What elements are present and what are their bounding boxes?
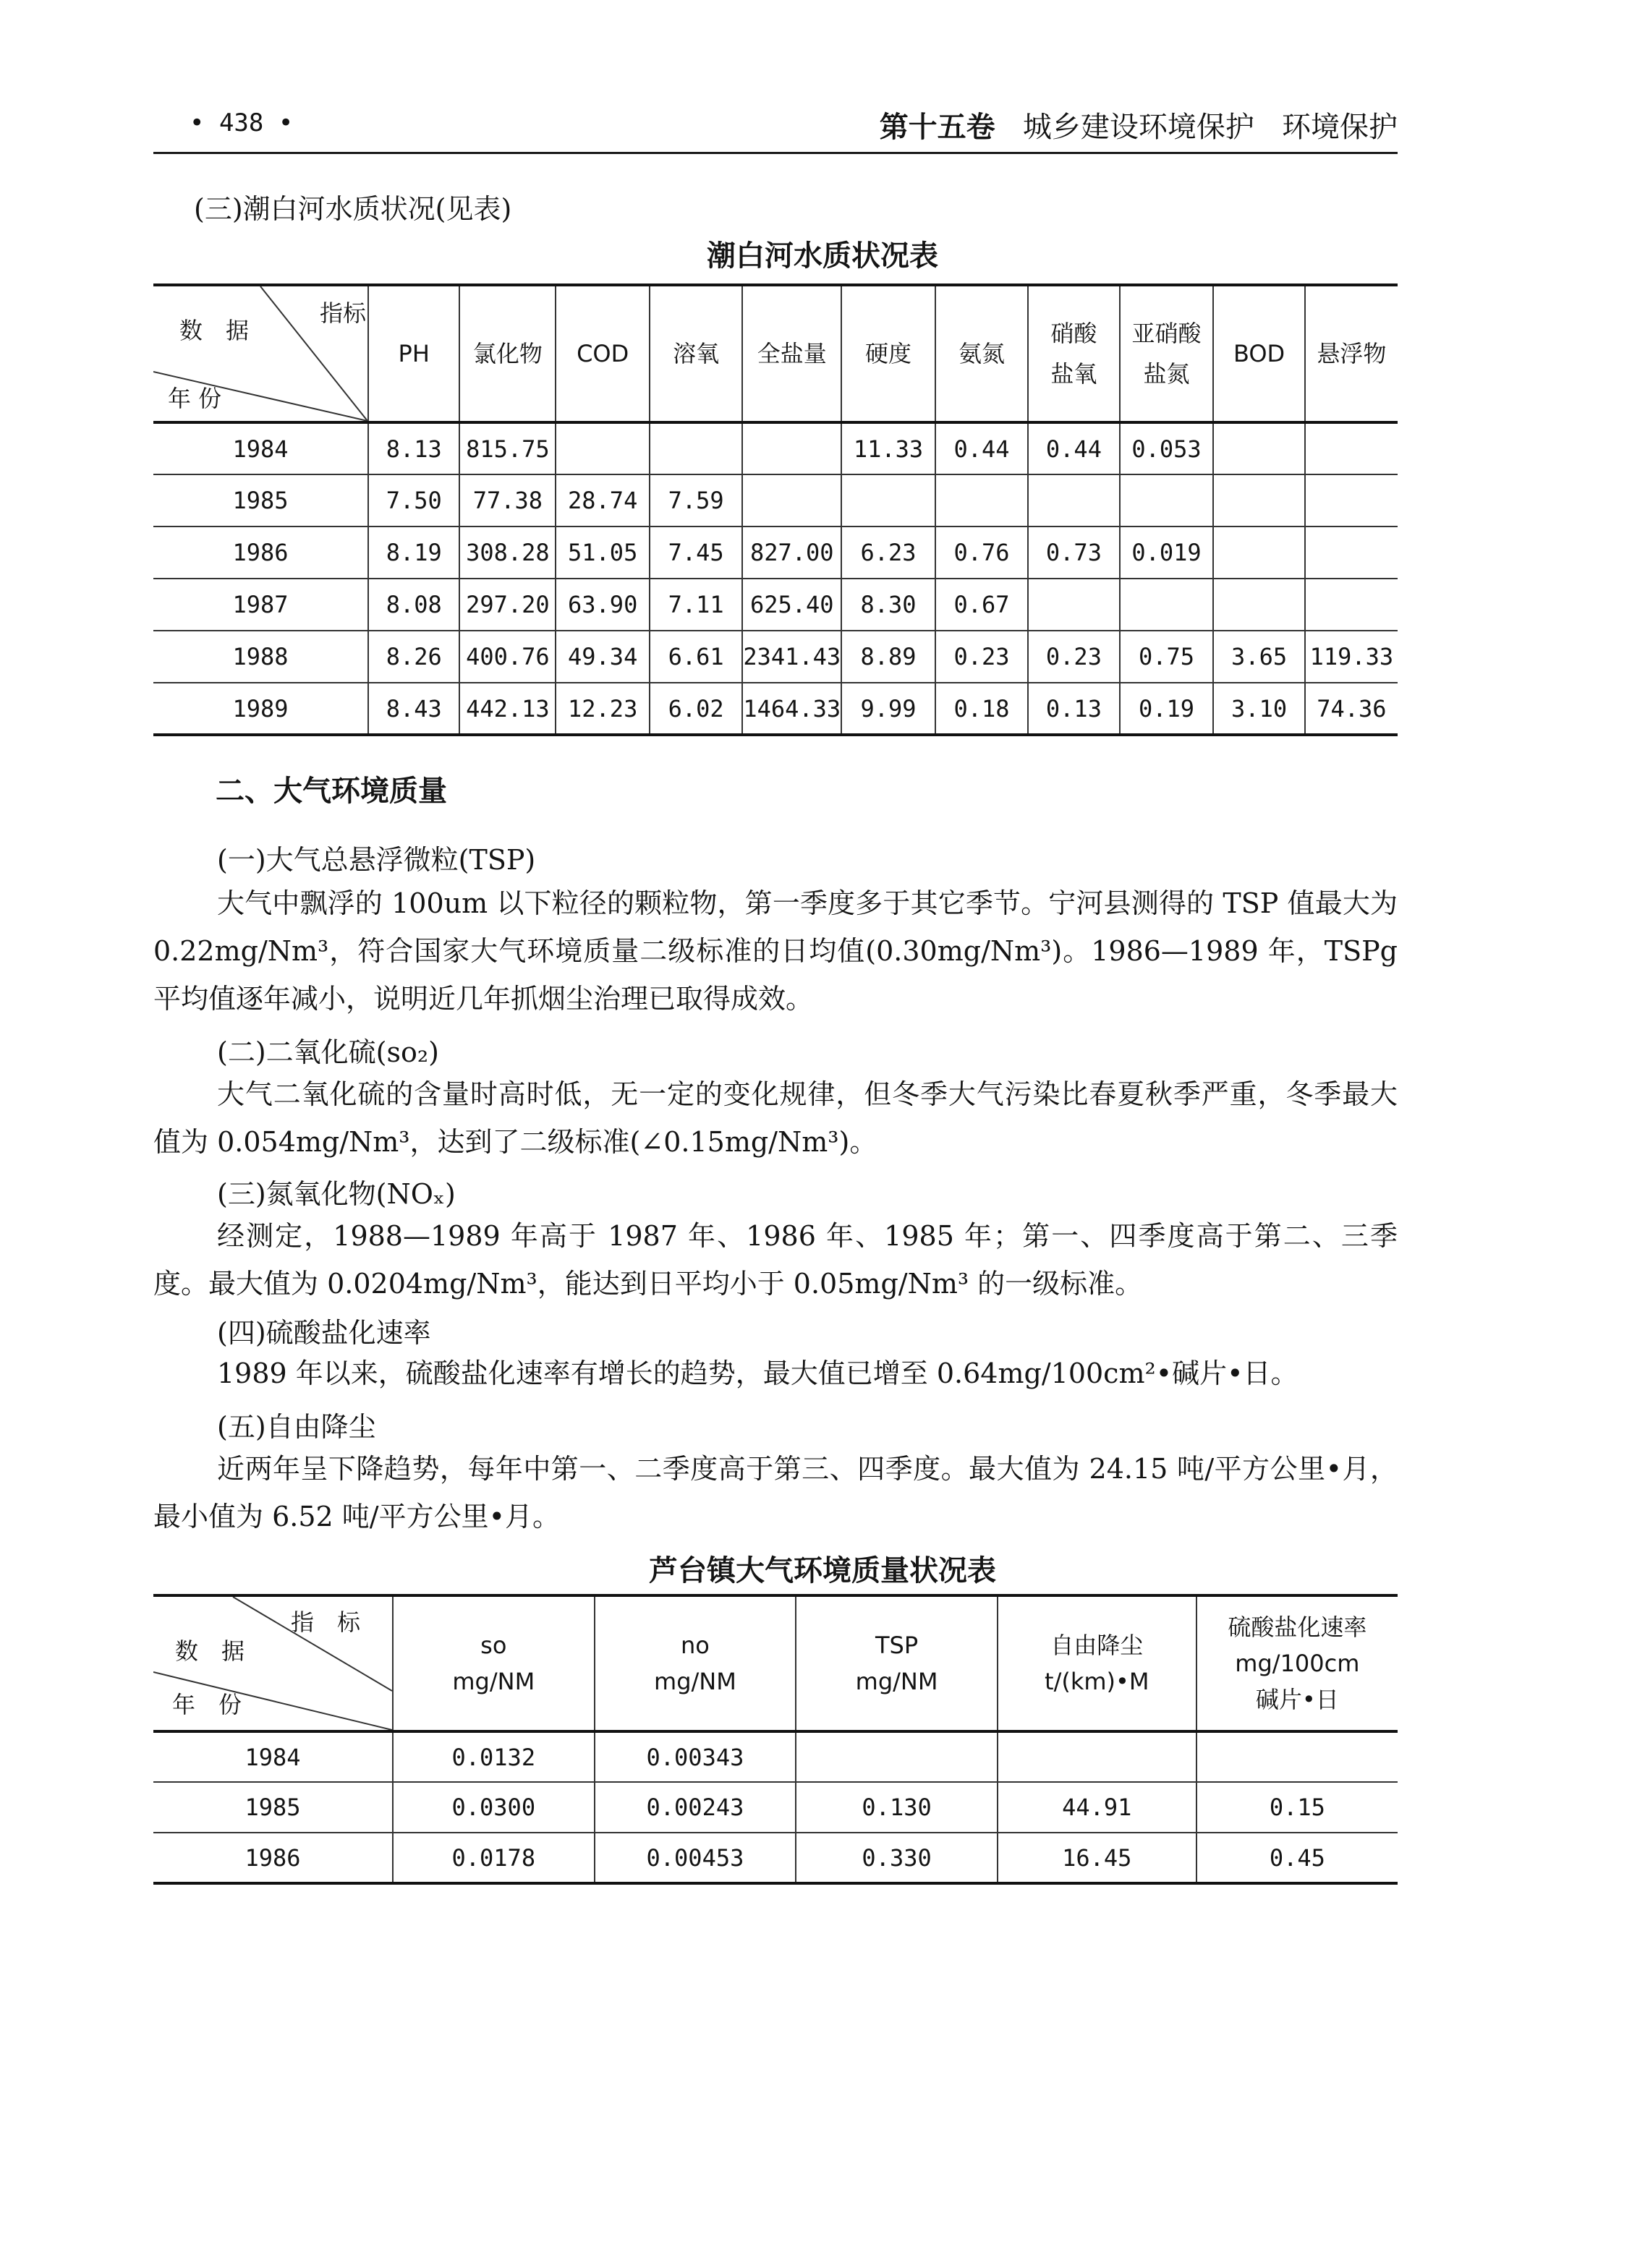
- water-value-cell: 815.75: [459, 422, 556, 474]
- air-table-header-row: [153, 1595, 1398, 1731]
- water-table-row: [153, 631, 1398, 683]
- water-value-cell: 9.99: [841, 683, 935, 735]
- air-year-cell: 1984: [153, 1731, 393, 1782]
- water-value-cell: [1213, 474, 1304, 526]
- page-number: • 438 •: [190, 108, 294, 137]
- nox-paragraph: 经测定，1988—1989 年高于 1987 年、1986 年、1985 年；第一、四季度高于第二、三季度。最大值为 0.0204mg/Nm³，能达到日平均小于 0.05mg/Nm³ 的一级标准。: [153, 1220, 1398, 1300]
- water-value-cell: 0.18: [935, 683, 1028, 735]
- water-value-cell: 0.053: [1120, 422, 1214, 474]
- air-value-cell: [998, 1731, 1196, 1782]
- water-value-cell: 0.75: [1120, 631, 1214, 683]
- so2-paragraph: 大气二氧化硫的含量时高时低，无一定的变化规律，但冬季大气污染比春夏秋季严重，冬季最大值为 0.054mg/Nm³，达到了二级标准(∠0.15mg/Nm³)。: [153, 1078, 1398, 1158]
- water-value-cell: 0.44: [1028, 422, 1119, 474]
- water-column-header: COD: [556, 285, 650, 422]
- water-value-cell: 8.30: [841, 579, 935, 631]
- water-value-cell: 6.61: [650, 631, 742, 683]
- corner-label-data: 数 据: [179, 317, 250, 344]
- nox-subheading: (三)氮氧化物(NOₓ): [217, 1178, 456, 1210]
- air-section-heading: 二、大气环境质量: [216, 775, 447, 808]
- water-value-cell: [1213, 422, 1304, 474]
- water-value-cell: 7.50: [368, 474, 459, 526]
- air-value-cell: 0.00243: [595, 1782, 796, 1833]
- water-column-header: PH: [368, 285, 459, 422]
- water-quality-table: [153, 284, 1398, 736]
- water-value-cell: 6.02: [650, 683, 742, 735]
- water-value-cell: [650, 422, 742, 474]
- air-column-header: so mg/NM: [393, 1595, 595, 1731]
- water-table-row: [153, 422, 1398, 474]
- water-value-cell: 0.76: [935, 526, 1028, 579]
- water-value-cell: [1213, 579, 1304, 631]
- water-value-cell: [1120, 579, 1214, 631]
- air-value-cell: 0.45: [1196, 1833, 1398, 1883]
- water-year-cell: 1986: [153, 526, 368, 579]
- sulfation-paragraph: 1989 年以来，硫酸盐化速率有增长的趋势，最大值已增至 0.64mg/100cm²•碱片•日。: [217, 1357, 1298, 1389]
- water-year-cell: 1987: [153, 579, 368, 631]
- air-corner-label-indicator: 指 标: [291, 1608, 361, 1636]
- water-table-title: 潮白河水质状况表: [707, 239, 938, 273]
- water-value-cell: 8.19: [368, 526, 459, 579]
- water-value-cell: 0.23: [1028, 631, 1119, 683]
- subsection-label: 环境保护: [1282, 111, 1398, 144]
- air-table-row: [153, 1782, 1398, 1833]
- page-header: [153, 101, 1398, 154]
- water-column-header: 硝酸 盐氧: [1028, 285, 1119, 422]
- water-value-cell: 308.28: [459, 526, 556, 579]
- water-table-header-row: [153, 285, 1398, 422]
- water-column-header: 氨氮: [935, 285, 1028, 422]
- water-intro: (三)潮白河水质状况(见表): [194, 193, 512, 225]
- air-value-cell: 0.0178: [393, 1833, 595, 1883]
- water-value-cell: 0.44: [935, 422, 1028, 474]
- air-value-cell: 0.0132: [393, 1731, 595, 1782]
- water-value-cell: 28.74: [556, 474, 650, 526]
- water-value-cell: 119.33: [1305, 631, 1398, 683]
- air-value-cell: 16.45: [998, 1833, 1196, 1883]
- air-value-cell: 0.00343: [595, 1731, 796, 1782]
- water-value-cell: [1305, 474, 1398, 526]
- air-column-header: no mg/NM: [595, 1595, 796, 1731]
- water-value-cell: 8.08: [368, 579, 459, 631]
- water-value-cell: 51.05: [556, 526, 650, 579]
- water-value-cell: [1213, 526, 1304, 579]
- water-value-cell: 12.23: [556, 683, 650, 735]
- water-value-cell: 77.38: [459, 474, 556, 526]
- water-value-cell: [1305, 526, 1398, 579]
- water-column-header: 氯化物: [459, 285, 556, 422]
- water-value-cell: [1120, 474, 1214, 526]
- water-value-cell: [1028, 474, 1119, 526]
- water-year-cell: 1989: [153, 683, 368, 735]
- corner-label-indicator: 指标: [320, 299, 367, 327]
- water-column-header: 硬度: [841, 285, 935, 422]
- water-value-cell: 1464.33: [742, 683, 841, 735]
- air-value-cell: 0.330: [796, 1833, 998, 1883]
- water-value-cell: 8.13: [368, 422, 459, 474]
- air-column-header: 硫酸盐化速率 mg/100cm 碱片•日: [1196, 1595, 1398, 1731]
- water-value-cell: 49.34: [556, 631, 650, 683]
- air-value-cell: 0.00453: [595, 1833, 796, 1883]
- air-value-cell: 44.91: [998, 1782, 1196, 1833]
- water-value-cell: 827.00: [742, 526, 841, 579]
- air-value-cell: 0.15: [1196, 1782, 1398, 1833]
- so2-subheading: (二)二氧化硫(so₂): [217, 1036, 439, 1068]
- water-value-cell: 0.73: [1028, 526, 1119, 579]
- water-value-cell: [841, 474, 935, 526]
- water-value-cell: 8.26: [368, 631, 459, 683]
- corner-label-year: 年 份: [168, 385, 222, 412]
- air-table-row: [153, 1731, 1398, 1782]
- water-value-cell: 0.67: [935, 579, 1028, 631]
- air-corner-cell: [153, 1595, 393, 1731]
- volume-label: 第十五卷: [879, 111, 995, 144]
- air-quality-table: [153, 1594, 1398, 1885]
- air-value-cell: [1196, 1731, 1398, 1782]
- water-value-cell: 7.11: [650, 579, 742, 631]
- water-value-cell: [1305, 579, 1398, 631]
- dustfall-subheading: (五)自由降尘: [217, 1411, 376, 1443]
- section-label: 城乡建设环境保护: [1022, 111, 1254, 144]
- air-table-row: [153, 1833, 1398, 1883]
- water-value-cell: 0.13: [1028, 683, 1119, 735]
- water-value-cell: 11.33: [841, 422, 935, 474]
- water-column-header: 全盐量: [742, 285, 841, 422]
- air-column-header: TSP mg/NM: [796, 1595, 998, 1731]
- tsp-subheading: (一)大气总悬浮微粒(TSP): [217, 844, 536, 876]
- water-table-row: [153, 526, 1398, 579]
- water-value-cell: 7.45: [650, 526, 742, 579]
- water-value-cell: 442.13: [459, 683, 556, 735]
- air-year-cell: 1986: [153, 1833, 393, 1883]
- air-table-title: 芦台镇大气环境质量状况表: [649, 1554, 996, 1587]
- water-column-header: BOD: [1213, 285, 1304, 422]
- air-corner-label-data: 数 据: [175, 1637, 245, 1665]
- water-value-cell: 8.43: [368, 683, 459, 735]
- water-table-row: [153, 683, 1398, 735]
- water-value-cell: [935, 474, 1028, 526]
- air-value-cell: [796, 1731, 998, 1782]
- tsp-paragraph: 大气中飘浮的 100um 以下粒径的颗粒物，第一季度多于其它季节。宁河县测得的 TSP 值最大为 0.22mg/Nm³，符合国家大气环境质量二级标准的日均值(0.30mg/Nm³)。1986—1989 年，TSPg 平均值逐年减小，说明近几年抓烟尘治理已取得成效。: [153, 887, 1398, 1015]
- water-value-cell: 297.20: [459, 579, 556, 631]
- water-value-cell: 7.59: [650, 474, 742, 526]
- running-title: [880, 104, 1398, 145]
- water-table-row: [153, 474, 1398, 526]
- water-table-row: [153, 579, 1398, 631]
- water-value-cell: 3.10: [1213, 683, 1304, 735]
- water-value-cell: 625.40: [742, 579, 841, 631]
- sulfation-subheading: (四)硫酸盐化速率: [217, 1317, 431, 1349]
- water-value-cell: 8.89: [841, 631, 935, 683]
- dustfall-paragraph: 近两年呈下降趋势，每年中第一、二季度高于第三、四季度。最大值为 24.15 吨/平方公里•月，最小值为 6.52 吨/平方公里•月。: [153, 1453, 1398, 1532]
- water-value-cell: [742, 474, 841, 526]
- water-value-cell: 63.90: [556, 579, 650, 631]
- air-value-cell: 0.130: [796, 1782, 998, 1833]
- water-year-cell: 1988: [153, 631, 368, 683]
- water-value-cell: 3.65: [1213, 631, 1304, 683]
- water-value-cell: [1305, 422, 1398, 474]
- air-value-cell: 0.0300: [393, 1782, 595, 1833]
- water-year-cell: 1984: [153, 422, 368, 474]
- water-column-header: 悬浮物: [1305, 285, 1398, 422]
- water-value-cell: 0.19: [1120, 683, 1214, 735]
- water-value-cell: 2341.43: [742, 631, 841, 683]
- water-year-cell: 1985: [153, 474, 368, 526]
- water-column-header: 溶氧: [650, 285, 742, 422]
- water-value-cell: 0.019: [1120, 526, 1214, 579]
- water-value-cell: 400.76: [459, 631, 556, 683]
- water-value-cell: [556, 422, 650, 474]
- air-column-header: 自由降尘 t/(km)•M: [998, 1595, 1196, 1731]
- water-value-cell: [742, 422, 841, 474]
- air-year-cell: 1985: [153, 1782, 393, 1833]
- air-corner-label-year: 年 份: [172, 1691, 242, 1718]
- water-column-header: 亚硝酸 盐氮: [1120, 285, 1214, 422]
- water-value-cell: 6.23: [841, 526, 935, 579]
- water-value-cell: 0.23: [935, 631, 1028, 683]
- water-value-cell: 74.36: [1305, 683, 1398, 735]
- water-corner-cell: [153, 285, 368, 422]
- water-value-cell: [1028, 579, 1119, 631]
